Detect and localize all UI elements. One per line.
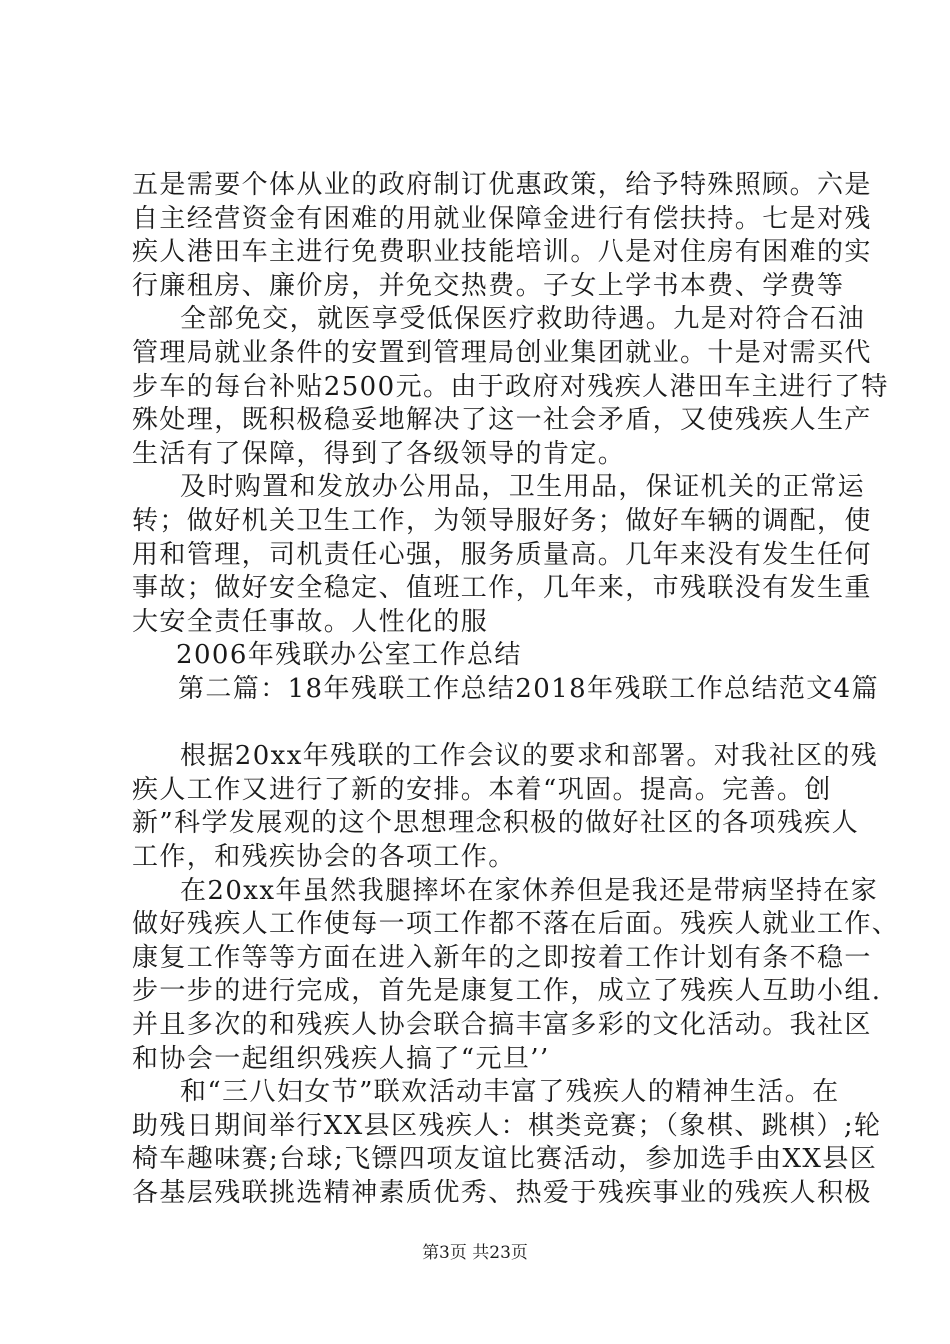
text-line: 事故；做好安全稳定、值班工作，几年来，市残联没有发生重	[132, 573, 872, 604]
text-line: 生活有了保障，得到了各级领导的肯定。	[132, 438, 626, 469]
text-line: 殊处理，既积极稳妥地解决了这一社会矛盾，又使残疾人生产	[132, 405, 872, 436]
text-line: 大安全责任事故。人性化的服	[132, 606, 489, 637]
text-line: 椅车趣味赛;台球;飞镖四项友谊比赛活动，参加选手由XX县区	[132, 1144, 878, 1175]
chapter-heading: 第二篇：18年残联工作总结2018年残联工作总结范文4篇	[178, 674, 879, 704]
text-line: 及时购置和发放办公用品，卫生用品，保证机关的正常运	[180, 472, 866, 503]
text-line: 疾人港田车主进行免费职业技能培训。八是对住房有困难的实	[132, 237, 872, 268]
page-footer: 第3页 共23页	[422, 1243, 528, 1263]
text-line: 助残日期间举行XX县区残疾人：棋类竞赛；（象棋、跳棋）;轮	[132, 1110, 882, 1141]
text-line: 康复工作等等方面在进入新年的之即按着工作计划有条不稳一	[132, 942, 872, 973]
text-line: 和协会一起组织残疾人搞了“元旦’’	[132, 1043, 550, 1074]
text-line: 并且多次的和残疾人协会联合搞丰富多彩的文化活动。我社区	[132, 1010, 872, 1040]
text-line: 管理局就业条件的安置到管理局创业集团就业。十是对需买代	[132, 338, 872, 368]
text-line: 和“三八妇女节”联欢活动丰富了残疾人的精神生活。在	[180, 1077, 840, 1108]
text-line: 各基层残联挑选精神素质优秀、热爱于残疾事业的残疾人积极	[132, 1178, 872, 1208]
text-line: 根据20xx年残联的工作会议的要求和部署。对我社区的残	[180, 741, 879, 772]
text-line: 做好残疾人工作使每一项工作都不落在后面。残疾人就业工作、	[132, 909, 900, 940]
text-line: 全部免交，就医享受低保医疗救助待遇。九是对符合石油	[180, 304, 866, 335]
text-line: 行廉租房、廉价房，并免交热费。子女上学书本费、学费等	[132, 270, 845, 301]
text-line: 转；做好机关卫生工作，为领导服好务；做好车辆的调配，使	[132, 506, 872, 536]
text-line: 五是需要个体从业的政府制订优惠政策，给予特殊照顾。六是	[132, 170, 872, 200]
text-line: 步一步的进行完成，首先是康复工作，成立了残疾人互助小组.	[132, 976, 882, 1007]
text-line: 在20xx年虽然我腿摔坏在家休养但是我还是带病坚持在家	[180, 875, 879, 906]
text-line: 用和管理，司机责任心强，服务质量高。几年来没有发生任何	[132, 539, 872, 570]
text-line: 步车的每台补贴2500元。由于政府对残疾人港田车主进行了特	[132, 371, 889, 402]
text-line: 工作，和残疾协会的各项工作。	[132, 842, 516, 872]
text-line: 新”科学发展观的这个思想理念积极的做好社区的各项残疾人	[132, 808, 860, 839]
text-line: 疾人工作又进行了新的安排。本着“巩固。提高。完善。创	[132, 774, 832, 805]
text-line: 自主经营资金有困难的用就业保障金进行有偿扶持。七是对残	[132, 203, 872, 234]
section-title: 2006年残联办公室工作总结	[176, 640, 522, 671]
